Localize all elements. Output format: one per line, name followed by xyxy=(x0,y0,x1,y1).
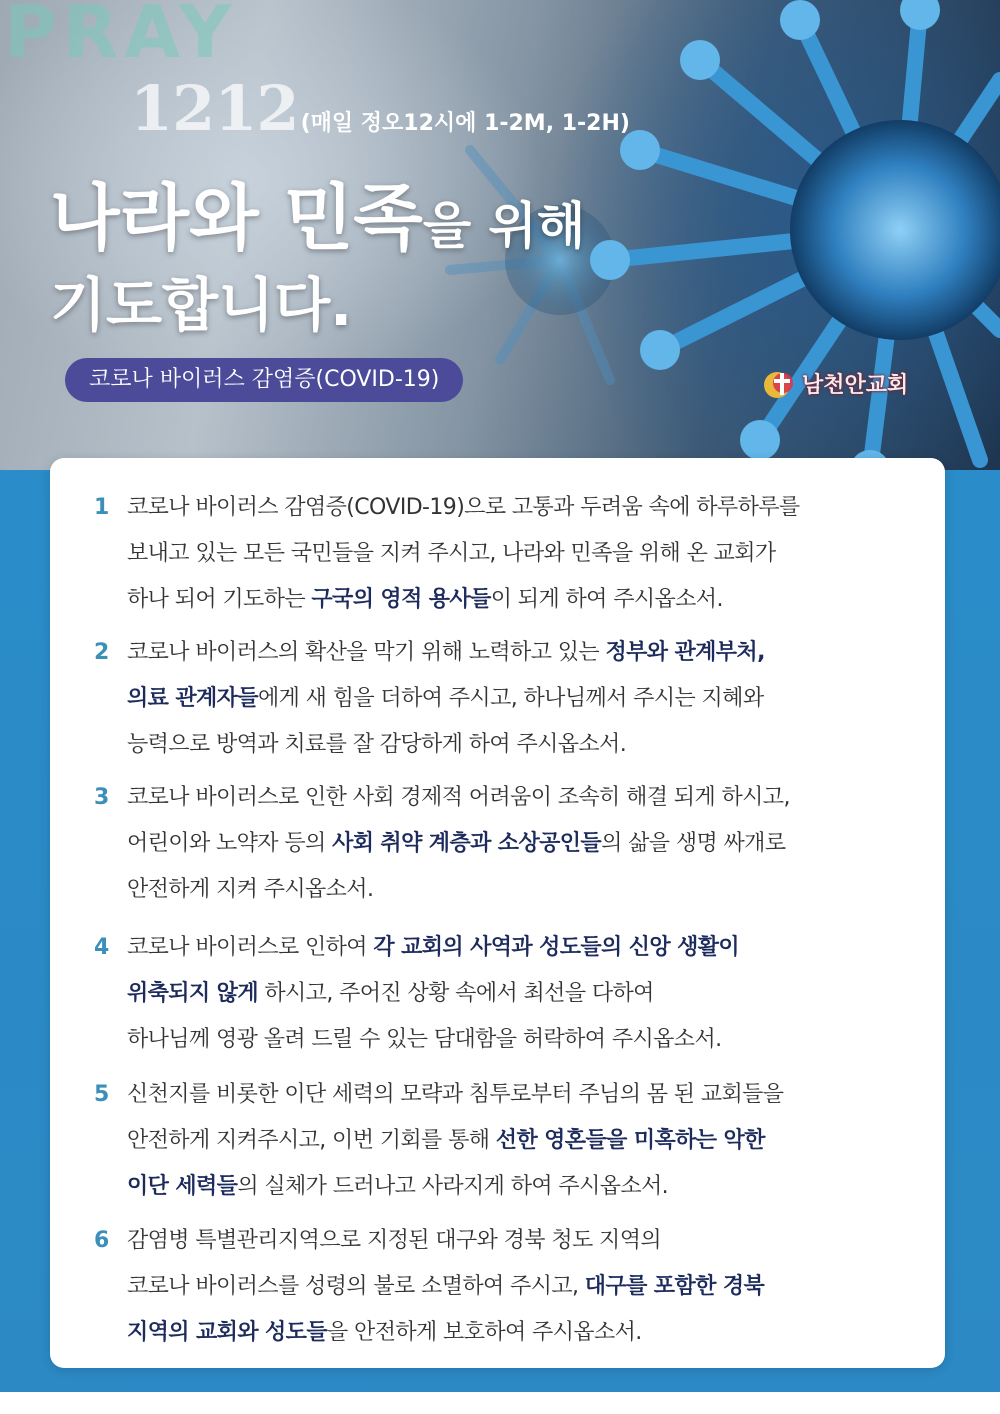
prayer-line xyxy=(127,821,927,867)
prayer-segment: 안전하게 지켜 주시옵소서. xyxy=(127,877,374,902)
prayer-segment: 코로나 바이러스 감염증(COVID-19)으로 고통과 두려움 속에 하루하루를 xyxy=(127,495,800,520)
prayer-segment: 의 삶을 생명 싸개로 xyxy=(601,831,786,856)
prayer-number: 1 xyxy=(94,495,110,520)
prayer-number: 6 xyxy=(94,1228,110,1253)
emphasis-text: 위축되지 않게 xyxy=(127,981,258,1006)
prayer-segment: 을 안전하게 보호하여 주시옵소서. xyxy=(327,1320,642,1345)
prayer-text xyxy=(127,775,927,913)
prayer-text xyxy=(127,1072,927,1210)
prayer-line xyxy=(127,577,927,623)
prayer-line xyxy=(127,775,927,821)
prayer-segment: 하나님께 영광 올려 드릴 수 있는 담대함을 허락하여 주시옵소서. xyxy=(127,1027,722,1052)
title-emphasis: 나라와 민족 xyxy=(50,176,423,260)
schedule-text: (매일 정오12시에 1-2M, 1-2H) xyxy=(300,111,630,136)
prayer-line xyxy=(127,630,927,676)
emphasis-text: 대구를 포함한 경북 xyxy=(584,1274,765,1299)
page-title-line2: 기도합니다. xyxy=(50,271,353,339)
prayer-segment: 안전하게 지켜주시고, 이번 기회를 통해 xyxy=(127,1128,496,1153)
prayer-line xyxy=(127,676,927,722)
prayer-line xyxy=(127,1164,927,1210)
prayer-text xyxy=(127,630,927,768)
topic-badge: 코로나 바이러스 감염증(COVID-19) xyxy=(65,358,463,402)
prayer-segment: 하나 되어 기도하는 xyxy=(127,587,312,612)
schedule-row xyxy=(130,72,630,145)
prayer-segment: 하시고, 주어진 상황 속에서 최선을 다하여 xyxy=(257,981,654,1006)
prayer-line xyxy=(127,971,927,1017)
header-banner xyxy=(0,0,1000,470)
prayer-line xyxy=(127,1264,927,1310)
emphasis-text: 구국의 영적 용사들 xyxy=(311,587,491,612)
church-brand xyxy=(762,368,908,399)
emphasis-text: 의료 관계자들 xyxy=(127,686,258,711)
prayer-line xyxy=(127,1310,927,1356)
prayer-segment: 능력으로 방역과 치료를 잘 감당하게 하여 주시옵소서. xyxy=(127,732,627,757)
prayer-line xyxy=(127,1118,927,1164)
prayer-number: 2 xyxy=(94,640,110,665)
prayer-text xyxy=(127,1218,927,1356)
prayer-number: 4 xyxy=(94,935,110,960)
emphasis-text: 선한 영혼들을 미혹하는 악한 xyxy=(495,1128,765,1153)
emphasis-text: 정부와 관계부처, xyxy=(605,640,765,665)
bottom-strip xyxy=(0,1392,1000,1414)
title-rest: 을 위해 xyxy=(422,197,586,255)
emphasis-text: 사회 취약 계층과 소상공인들 xyxy=(332,831,602,856)
prayer-line xyxy=(127,925,927,971)
church-name: 남천안교회 xyxy=(802,373,909,398)
prayer-line xyxy=(127,485,927,531)
prayer-segment: 감염병 특별관리지역으로 지정된 대구와 경북 청도 지역의 xyxy=(127,1228,662,1253)
prayer-segment: 의 실체가 드러나고 사라지게 하여 주시옵소서. xyxy=(237,1174,669,1199)
prayer-line xyxy=(127,722,927,768)
prayer-line xyxy=(127,531,927,577)
prayer-text xyxy=(127,485,927,623)
prayer-time-number: 1212 xyxy=(130,72,299,145)
prayer-text xyxy=(127,925,927,1063)
prayer-number: 5 xyxy=(94,1082,110,1107)
prayer-segment: 코로나 바이러스로 인하여 xyxy=(127,935,374,960)
prayer-segment: 보내고 있는 모든 국민들을 지켜 주시고, 나라와 민족을 위해 온 교회가 xyxy=(127,541,776,566)
prayer-line xyxy=(127,1072,927,1118)
prayer-segment: 코로나 바이러스로 인한 사회 경제적 어려움이 조속히 해결 되게 하시고, xyxy=(127,785,790,810)
prayer-segment: 코로나 바이러스의 확산을 막기 위해 노력하고 있는 xyxy=(127,640,606,665)
prayer-number: 3 xyxy=(94,785,110,810)
church-logo-icon xyxy=(762,369,796,399)
prayer-segment: 신천지를 비롯한 이단 세력의 모략과 침투로부터 주님의 몸 된 교회들을 xyxy=(127,1082,784,1107)
emphasis-text: 각 교회의 사역과 성도들의 신앙 생활이 xyxy=(373,935,740,960)
page-title-line1 xyxy=(50,160,585,264)
pray-watermark: PRAY xyxy=(4,0,238,74)
prayer-segment: 코로나 바이러스를 성령의 불로 소멸하여 주시고, xyxy=(127,1274,585,1299)
prayer-segment: 에게 새 힘을 더하여 주시고, 하나님께서 주시는 지혜와 xyxy=(257,686,764,711)
prayer-line xyxy=(127,867,927,913)
prayer-line xyxy=(127,1218,927,1264)
emphasis-text: 이단 세력들 xyxy=(127,1174,238,1199)
prayer-line xyxy=(127,1017,927,1063)
prayer-segment: 이 되게 하여 주시옵소서. xyxy=(490,587,723,612)
emphasis-text: 지역의 교회와 성도들 xyxy=(127,1320,327,1345)
prayer-segment: 어린이와 노약자 등의 xyxy=(127,831,333,856)
